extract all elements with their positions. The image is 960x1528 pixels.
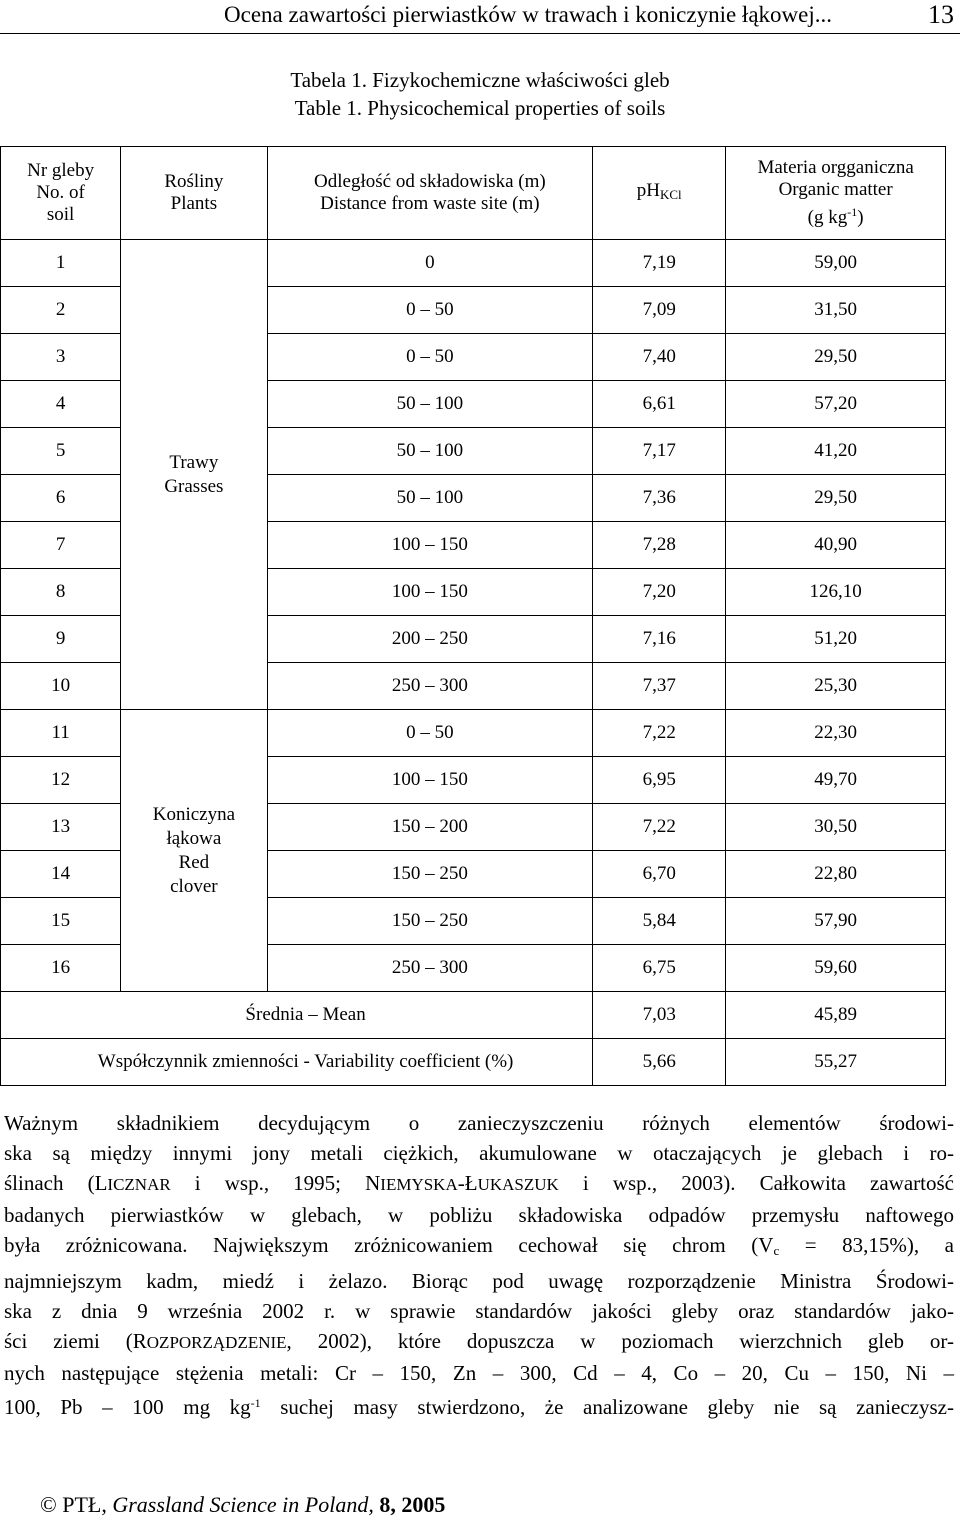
cell-organic-matter: 51,20 <box>726 616 946 663</box>
header-soil-number: Nr gleby No. of soil <box>1 147 121 240</box>
body-paragraph <box>4 1108 954 1422</box>
table-body <box>1 240 946 992</box>
mean-row <box>1 992 946 1039</box>
header-ph: $pH_{KCl}$ <box>593 147 726 240</box>
cell-distance: 0 – 50 <box>267 334 593 381</box>
text-line: Ważnym składnikiem decydującym o zanieczyszczeniu różnych elementów środowi- <box>4 1111 954 1135</box>
cell-distance: 50 – 100 <box>267 381 593 428</box>
cv-ph: 5,66 <box>593 1039 726 1086</box>
cell-soil-number: 8 <box>1 569 121 616</box>
cv-om: 55,27 <box>726 1039 946 1086</box>
cell-distance: 0 – 50 <box>267 710 593 757</box>
cell-distance: 200 – 250 <box>267 616 593 663</box>
text-line: 100, Pb – 100 mg $kg^{-1}$ suchej masy stwierdzono, że analizowane gleby nie są zanieczysz- <box>4 1395 954 1419</box>
cell-soil-number: 13 <box>1 804 121 851</box>
cell-organic-matter: 126,10 <box>726 569 946 616</box>
cell-soil-number: 9 <box>1 616 121 663</box>
header-organic-matter: Materia orgganiczna Organic matter (g $kg^{-1}$) <box>726 147 946 240</box>
volume-year: 8, 2005 <box>373 1492 446 1517</box>
cell-organic-matter: 22,30 <box>726 710 946 757</box>
mean-label: Średnia – Mean <box>1 992 593 1039</box>
cell-plant-group: Trawy Grasses <box>121 240 267 710</box>
footer-citation <box>40 1492 445 1518</box>
cell-soil-number: 1 <box>1 240 121 287</box>
cell-soil-number: 2 <box>1 287 121 334</box>
mean-om: 45,89 <box>726 992 946 1039</box>
cell-distance: 150 – 250 <box>267 898 593 945</box>
cell-ph: 7,19 <box>593 240 726 287</box>
cell-plant-group: Koniczyna łąkowa Red clover <box>121 710 267 992</box>
cell-organic-matter: 49,70 <box>726 757 946 804</box>
cell-distance: 150 – 200 <box>267 804 593 851</box>
cell-organic-matter: 59,60 <box>726 945 946 992</box>
table-row <box>1 240 946 287</box>
cell-ph: 6,70 <box>593 851 726 898</box>
mean-ph: 7,03 <box>593 992 726 1039</box>
cell-ph: 6,75 <box>593 945 726 992</box>
cell-soil-number: 4 <box>1 381 121 428</box>
cell-soil-number: 15 <box>1 898 121 945</box>
cell-organic-matter: 57,20 <box>726 381 946 428</box>
cv-row <box>1 1039 946 1086</box>
cell-ph: 7,37 <box>593 663 726 710</box>
text-line: najmniejszym kadm, miedź i żelazo. Biorąc pod uwagę rozporządzenie Ministra Środowi- <box>4 1269 954 1293</box>
header-plants: Rośliny Plants <box>121 147 267 240</box>
text-line: nych następujące stężenia metali: Cr – 150, Zn – 300, Cd – 4, Co – 20, Cu – 150, Ni – <box>4 1361 954 1385</box>
text-line: badanych pierwiastków w glebach, w pobliżu składowiska odpadów przemysłu naftowego <box>4 1203 954 1227</box>
cell-ph: 7,40 <box>593 334 726 381</box>
cell-distance: 250 – 300 <box>267 945 593 992</box>
table-caption-pl: Tabela 1. Fizykochemiczne właściwości gleb <box>290 68 670 92</box>
cell-soil-number: 11 <box>1 710 121 757</box>
cell-ph: 7,22 <box>593 710 726 757</box>
cell-organic-matter: 25,30 <box>726 663 946 710</box>
cell-ph: 7,16 <box>593 616 726 663</box>
cell-soil-number: 7 <box>1 522 121 569</box>
cell-distance: 150 – 250 <box>267 851 593 898</box>
soil-properties-table <box>0 146 946 1086</box>
cell-organic-matter: 59,00 <box>726 240 946 287</box>
cell-distance: 0 – 50 <box>267 287 593 334</box>
cell-organic-matter: 41,20 <box>726 428 946 475</box>
cell-distance: 100 – 150 <box>267 757 593 804</box>
text-line: ska są między innymi jony metali ciężkich, akumulowane w otaczających je glebach i ro- <box>4 1141 954 1165</box>
cell-soil-number: 10 <box>1 663 121 710</box>
text-line: ści ziemi (ROZPORZĄDZENIE, 2002), które dopuszcza w poziomach wierzchnich gleb or- <box>4 1329 954 1353</box>
cell-organic-matter: 31,50 <box>726 287 946 334</box>
text-line: była zróżnicowana. Największym zróżnicowaniem cechował się chrom $(V_c = 83,15\%)$, a <box>4 1233 955 1258</box>
table-row <box>1 710 946 757</box>
cell-ph: 6,61 <box>593 381 726 428</box>
cell-organic-matter: 57,90 <box>726 898 946 945</box>
cell-organic-matter: 22,80 <box>726 851 946 898</box>
cell-ph: 7,22 <box>593 804 726 851</box>
cell-organic-matter: 29,50 <box>726 475 946 522</box>
cell-soil-number: 14 <box>1 851 121 898</box>
copyright-text: © PTŁ, <box>40 1492 113 1517</box>
cell-soil-number: 6 <box>1 475 121 522</box>
cell-ph: 5,84 <box>593 898 726 945</box>
cell-distance: 50 – 100 <box>267 475 593 522</box>
cell-ph: 7,20 <box>593 569 726 616</box>
cell-distance: 50 – 100 <box>267 428 593 475</box>
cell-soil-number: 16 <box>1 945 121 992</box>
cell-ph: 7,09 <box>593 287 726 334</box>
table-header-row <box>1 147 946 240</box>
cell-organic-matter: 40,90 <box>726 522 946 569</box>
cell-organic-matter: 29,50 <box>726 334 946 381</box>
cell-distance: 0 <box>267 240 593 287</box>
cell-distance: 100 – 150 <box>267 522 593 569</box>
table-caption-en: Table 1. Physicochemical properties of soils <box>294 96 666 120</box>
running-title: Ocena zawartości pierwiastków w trawach i koniczynie łąkowej... <box>224 2 832 27</box>
text-line: ślinach (LICZNAR i wsp., 1995; NIEMYSKA-ŁUKASZUK i wsp., 2003). Całkowita zawartość <box>4 1171 954 1195</box>
cell-distance: 100 – 150 <box>267 569 593 616</box>
header-distance: Odległość od składowiska (m) Distance from waste site (m) <box>267 147 593 240</box>
journal-name: Grassland Science in Poland, <box>112 1492 374 1517</box>
cell-organic-matter: 30,50 <box>726 804 946 851</box>
cell-ph: 7,28 <box>593 522 726 569</box>
cell-soil-number: 12 <box>1 757 121 804</box>
cell-ph: 6,95 <box>593 757 726 804</box>
cell-distance: 250 – 300 <box>267 663 593 710</box>
cell-ph: 7,36 <box>593 475 726 522</box>
text-line: ska z dnia 9 września 2002 r. w sprawie standardów jakości gleby oraz standardów jako- <box>4 1299 954 1323</box>
running-header <box>0 0 960 34</box>
page-number: 13 <box>928 0 954 29</box>
cell-ph: 7,17 <box>593 428 726 475</box>
cell-soil-number: 5 <box>1 428 121 475</box>
cv-label: Współczynnik zmienności - Variability coefficient (%) <box>1 1039 593 1086</box>
cell-soil-number: 3 <box>1 334 121 381</box>
